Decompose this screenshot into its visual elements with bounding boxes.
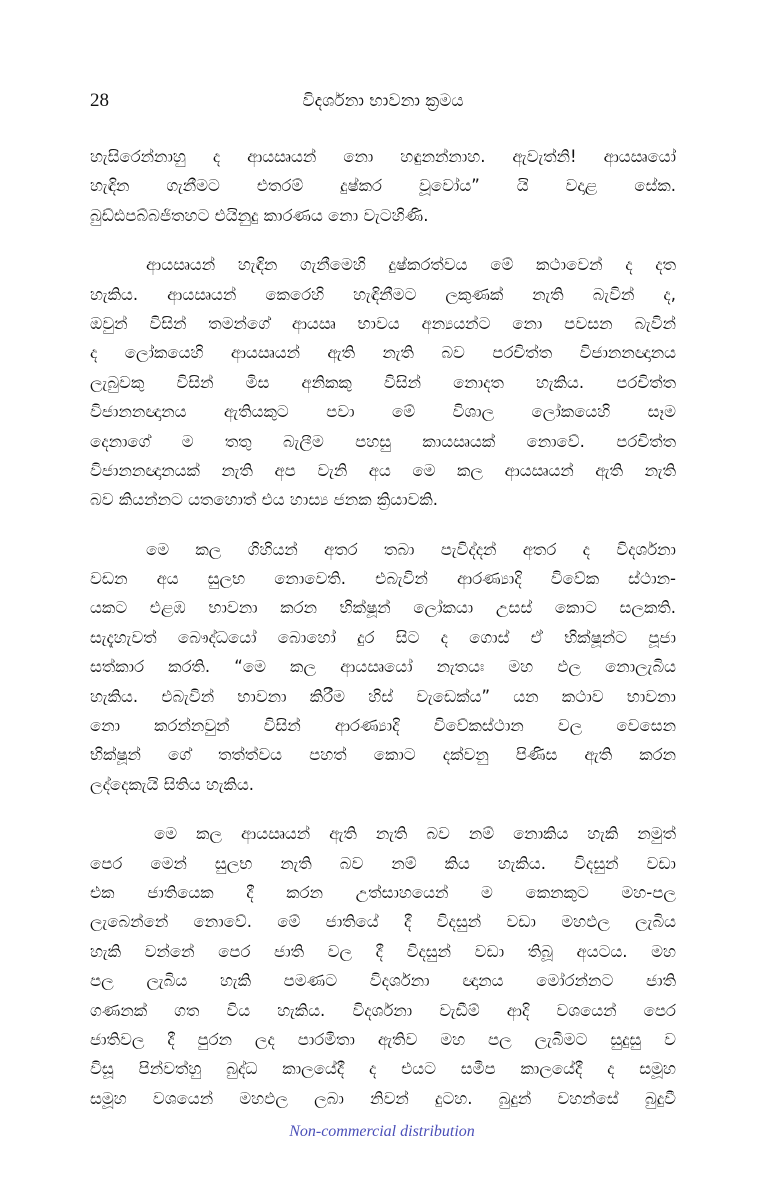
- text-line: විසූ පින්වත්හු බුද්ධ කාලයේදී ද එයට සමීප කාලයේදී ද සමූහ: [90, 1059, 676, 1079]
- text-line: සත්කාර කරති. “මෙ කල ආයඍයෝ නැතයඃ මහ ඵල නොලැබිය: [90, 657, 676, 677]
- text-line: පල ලැබිය හැකි පමණට විදර්ශනා ඥානය මෝරන්නට ජාති: [90, 971, 676, 991]
- text-line: හැඳින ගැනීමට එතරම් දුෂ්කර වූවෝය” යි වදාළ සේක.: [90, 176, 676, 196]
- body-text: [90, 142, 676, 1133]
- text-line: හැකි වන්නේ පෙර ජාති වල දී විදසුන් වඩා තිබූ අයටය. මහ: [90, 941, 676, 961]
- text-line: ලද්දෙකැයි සිතිය හැකිය.: [90, 774, 255, 794]
- text-line: බුඩ්ඪපබ්බජිතහට එයිනුදු කාරණය නො වැටහිණි.: [90, 205, 429, 225]
- text-line: ජාතිවල දී පුරන ලද පාරමිතා ඇතිව මහ පල ලැබීමට සුදුසු ව: [90, 1029, 676, 1049]
- distribution-note: Non-commercial distribution: [289, 1123, 475, 1140]
- text-line: එක ජාතියෙක දී කරන උත්සාහයෙන් ම කෙනකුට මහ-පල: [90, 882, 676, 902]
- text-line: ඔවුන් විසින් තමන්ගේ ආයඍ භාවය අන්‍යයන්ට නො පවසන බැවින්: [90, 313, 676, 333]
- text-line: හැසිරෙන්නාහු ද ආයඍයන් නො හඳුනන්නාහ. ඇවැත්නි! ආයඍයෝ: [90, 147, 676, 166]
- text-line: ද ලෝකයෙහි ආයඍයන් ඇති නැති බව පරචිත්ත විජානනඥානය: [90, 343, 676, 363]
- text-line: විජානනඥානයක් නැති අප වැනි අය මෙ කල ආයඍයන් ඇති නැති: [90, 460, 676, 480]
- text-line: මෙ කල ආයඍයන් ඇති නැති බව නම් නොකිය හැකි නමුත්: [154, 824, 676, 844]
- text-line: නො කරන්නවුන් විසින් ආරණ්‍යාදි විවේකස්ථාන වල වෙසෙන: [90, 716, 676, 736]
- text-line: ගණනක් ගත විය හැකිය. විදර්ශනා වැඩීම් ආදි වශයෙන් පෙර: [90, 1000, 676, 1020]
- paragraph-4: [90, 819, 676, 1113]
- text-line: වඩන අය සුලභ නොවෙති. එබැවින් ආරණ්‍යාදි විවේක ස්ථාන-: [90, 569, 676, 589]
- text-line: ලැබුවකු විසින් මිස අනිකකු විසින් නොදත හැකිය. පරචිත්ත: [90, 372, 676, 392]
- paragraph-2: [90, 250, 676, 515]
- page-number: 28: [90, 90, 109, 111]
- text-line: හැකිය. එබැවින් භාවනා කිරීම හිස් වැඩෙක්ය” යන කථාව භාවනා: [90, 686, 676, 706]
- text-line: මෙ කල ගිහියන් අතර තබා පැවිද්දන් අතර ද විදර්ශනා: [146, 539, 676, 559]
- text-line: ආයඍයන් හැඳින ගැනීමෙහි දුෂ්කරත්වය මේ කථාවෙන් ද දත: [146, 255, 676, 275]
- text-line: දෙනාගේ ම තතු බැලීම පහසු කායඍයක් නොවේ. පරචිත්ත: [90, 431, 676, 451]
- text-line: බව කියන්නට යතහොත් එය හාස්‍ය ජනක ක්‍රියාවකි.: [90, 490, 439, 510]
- text-line: සැදැහැවත් බෞද්ධයෝ බොහෝ දුර සිට ද ගොස් ඒ භික්ෂූන්ට පූජා: [90, 627, 676, 647]
- text-line: විජානනඥානය ඇතියකුට පවා මේ විශාල ලෝකයෙහි සෑම: [90, 402, 676, 422]
- text-line: පෙර මෙන් සුලභ නැති බව නම් කිය හැකිය. විදසුන් වඩා: [90, 853, 676, 873]
- text-line: යකට එළඹ භාවනා කරන භික්ෂූන් ලෝකයා උසස් කොට සලකති.: [90, 598, 676, 618]
- text-line: සමූහ වශයෙන් මහඵල ලබා නිවන් දුටහ. බුදුන් වහන්සේ බුදුවී: [90, 1088, 676, 1108]
- running-title: විදර්ශනා භාවනා ක්‍රමය: [302, 91, 464, 111]
- paragraph-3: [90, 535, 676, 800]
- paragraph-1: [90, 142, 676, 230]
- page-header: [90, 86, 676, 116]
- text-line: ලැබෙන්නේ නොවේ. මේ ජාතියේ දී විදසුන් වඩා මහඵල ලැබිය: [90, 912, 676, 932]
- text-line: භික්ෂූන් ගේ තත්ත්වය පහත් කොට දක්වනු පිණිස ඇති කරන: [90, 745, 676, 765]
- text-line: හැකිය. ආයඍයන් කෙරෙහි හැඳිනීමට ලකුණක් නැති බැවින් ද,: [90, 284, 676, 304]
